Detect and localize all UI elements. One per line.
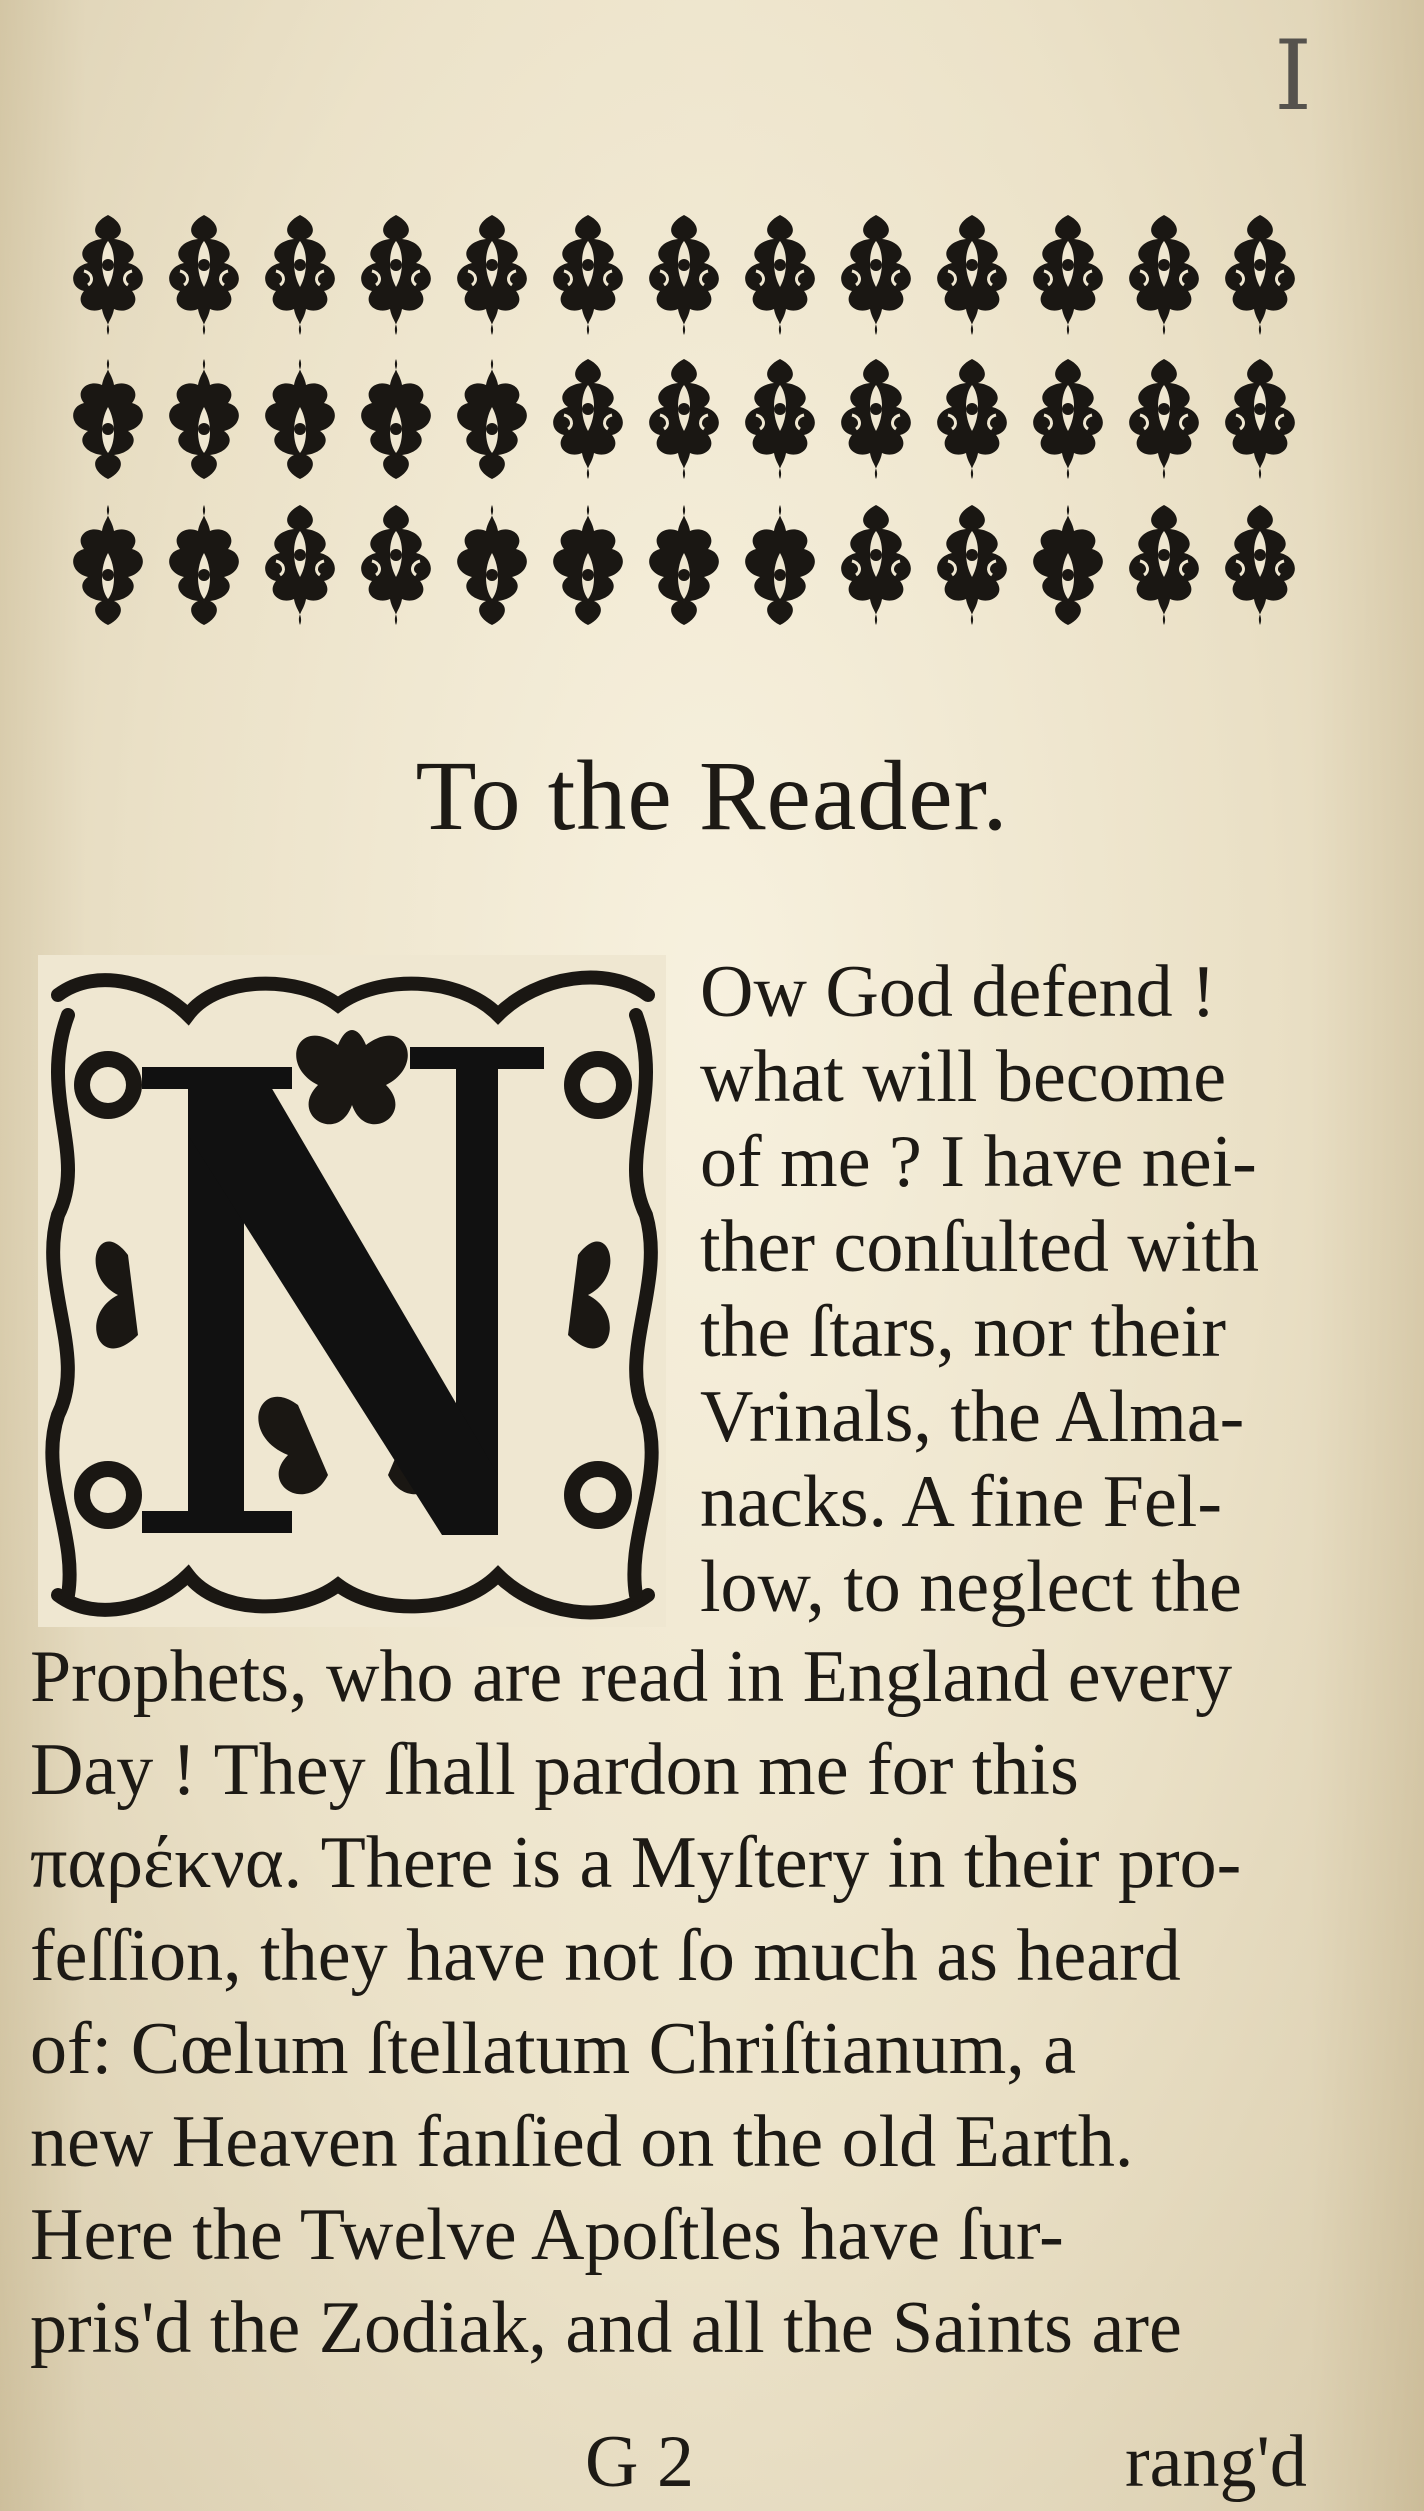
text-line [700,1291,1227,1373]
folio-number: I [1274,20,1312,132]
text-line [700,951,1216,1033]
text-line-content: nacks. A fine Fel- [700,1461,1223,1543]
text-line [700,1546,1242,1628]
text-line-content: παρέκνα. There is a Myſtery in their pro- [30,1822,1242,1904]
text-line [700,1461,1223,1543]
text-line-content: Vrinals, the Alma- [700,1376,1245,1458]
text-line-content: new Heaven fanſied on the old Earth. [30,2101,1134,2183]
text-line [30,1636,1233,1718]
ornament-row-1 [73,215,1295,335]
text-line-content: ther conſulted with [700,1206,1259,1288]
text-line-content: of me ? I have nei- [700,1121,1257,1203]
page-title: To the Reader. [415,740,1009,851]
text-line-content: Prophets, who are read in England every [30,1636,1233,1718]
text-line [700,1121,1257,1203]
text-line [30,2101,1134,2183]
text-line [30,1915,1181,1997]
text-line-content: of: Cœlum ſtellatum Chriſtianum, a [30,2008,1077,2090]
text-line [700,1376,1245,1458]
text-line-content: low, to neglect the [700,1546,1242,1628]
text-line [700,1206,1259,1288]
text-line-content: feſſion, they have not ſo much as heard [30,1915,1181,1997]
fleuron-ornament-band [62,205,1324,637]
text-line-content: pris'd the Zodiak, and all the Saints are [30,2287,1182,2369]
text-line-content: Ow God defend ! [700,951,1216,1033]
decorated-initial-n [38,955,666,1627]
text-line-content: what will become [700,1036,1227,1118]
text-line [30,1822,1242,1904]
text-line-content: Day ! They ſhall pardon me for this [30,1729,1079,1811]
ornament-row-2 [73,359,1295,479]
text-line-content: the ſtars, nor their [700,1291,1227,1373]
ornament-row-3 [73,505,1295,625]
signature-mark: G 2 [585,2421,694,2503]
text-line [30,2287,1182,2369]
catchword: rang'd [1125,2421,1307,2503]
text-line [700,1036,1227,1118]
text-line [30,2008,1077,2090]
text-line [30,1729,1079,1811]
text-line-content: Here the Twelve Apoſtles have ſur- [30,2194,1064,2276]
text-line [30,2194,1064,2276]
